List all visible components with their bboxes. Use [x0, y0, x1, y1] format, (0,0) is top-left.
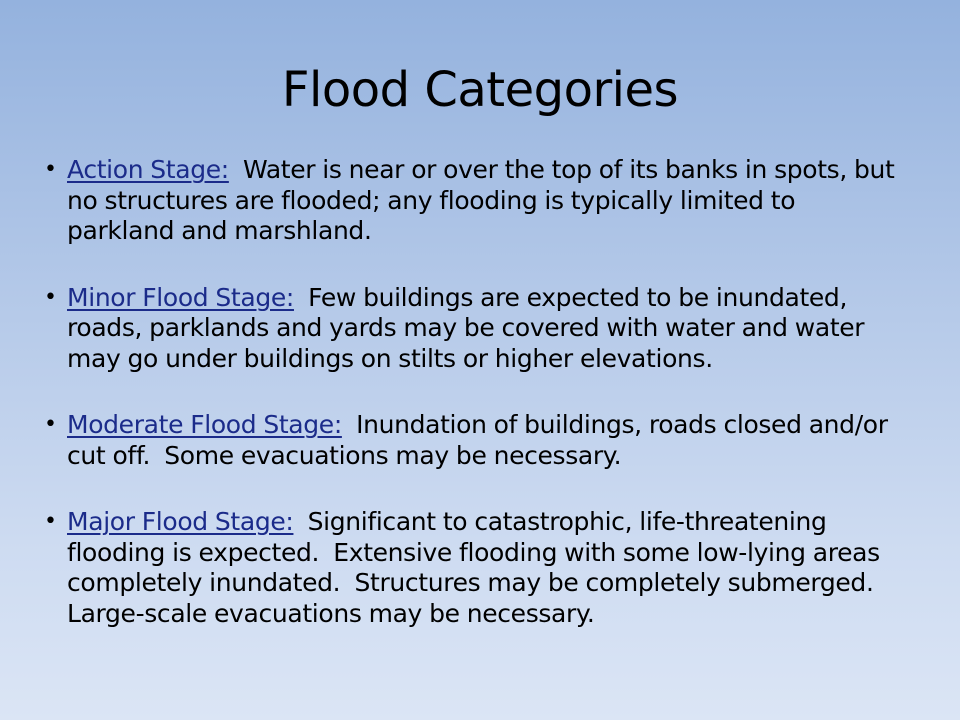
moderate-flood-stage-description: Inundation of buildings, roads closed and/or cut off. Some evacuations may be necessary. [67, 410, 895, 470]
bullet-list [44, 155, 904, 665]
slide-title: Flood Categories [281, 62, 679, 118]
bullet-moderate-flood-stage [44, 410, 904, 471]
bullet-major-flood-stage [44, 507, 904, 629]
bullet-minor-flood-stage [44, 283, 904, 375]
minor-flood-stage-link[interactable]: Minor Flood Stage: [67, 282, 294, 312]
action-stage-description: Water is near or over the top of its banks in spots, but no structures are flooded; any flooding is typically limited to parkland and marshland. [67, 155, 902, 245]
moderate-flood-stage-link[interactable]: Moderate Flood Stage: [67, 410, 342, 439]
action-stage-link[interactable]: Action Stage: [67, 155, 229, 184]
minor-flood-stage-description: Few buildings are expected to be inundated, roads, parklands and yards may be covered with water and water may go under buildings on stilts or higher elevations. [67, 282, 872, 373]
major-flood-stage-link[interactable]: Major Flood Stage: [67, 507, 294, 536]
bullet-action-stage [44, 155, 904, 247]
major-flood-stage-description: Significant to catastrophic, life-threatening flooding is expected. Extensive flooding with some low-lying areas completely inundated. Structures may be completely submerged. Large-scale evacuations may be necessary. [67, 507, 888, 628]
